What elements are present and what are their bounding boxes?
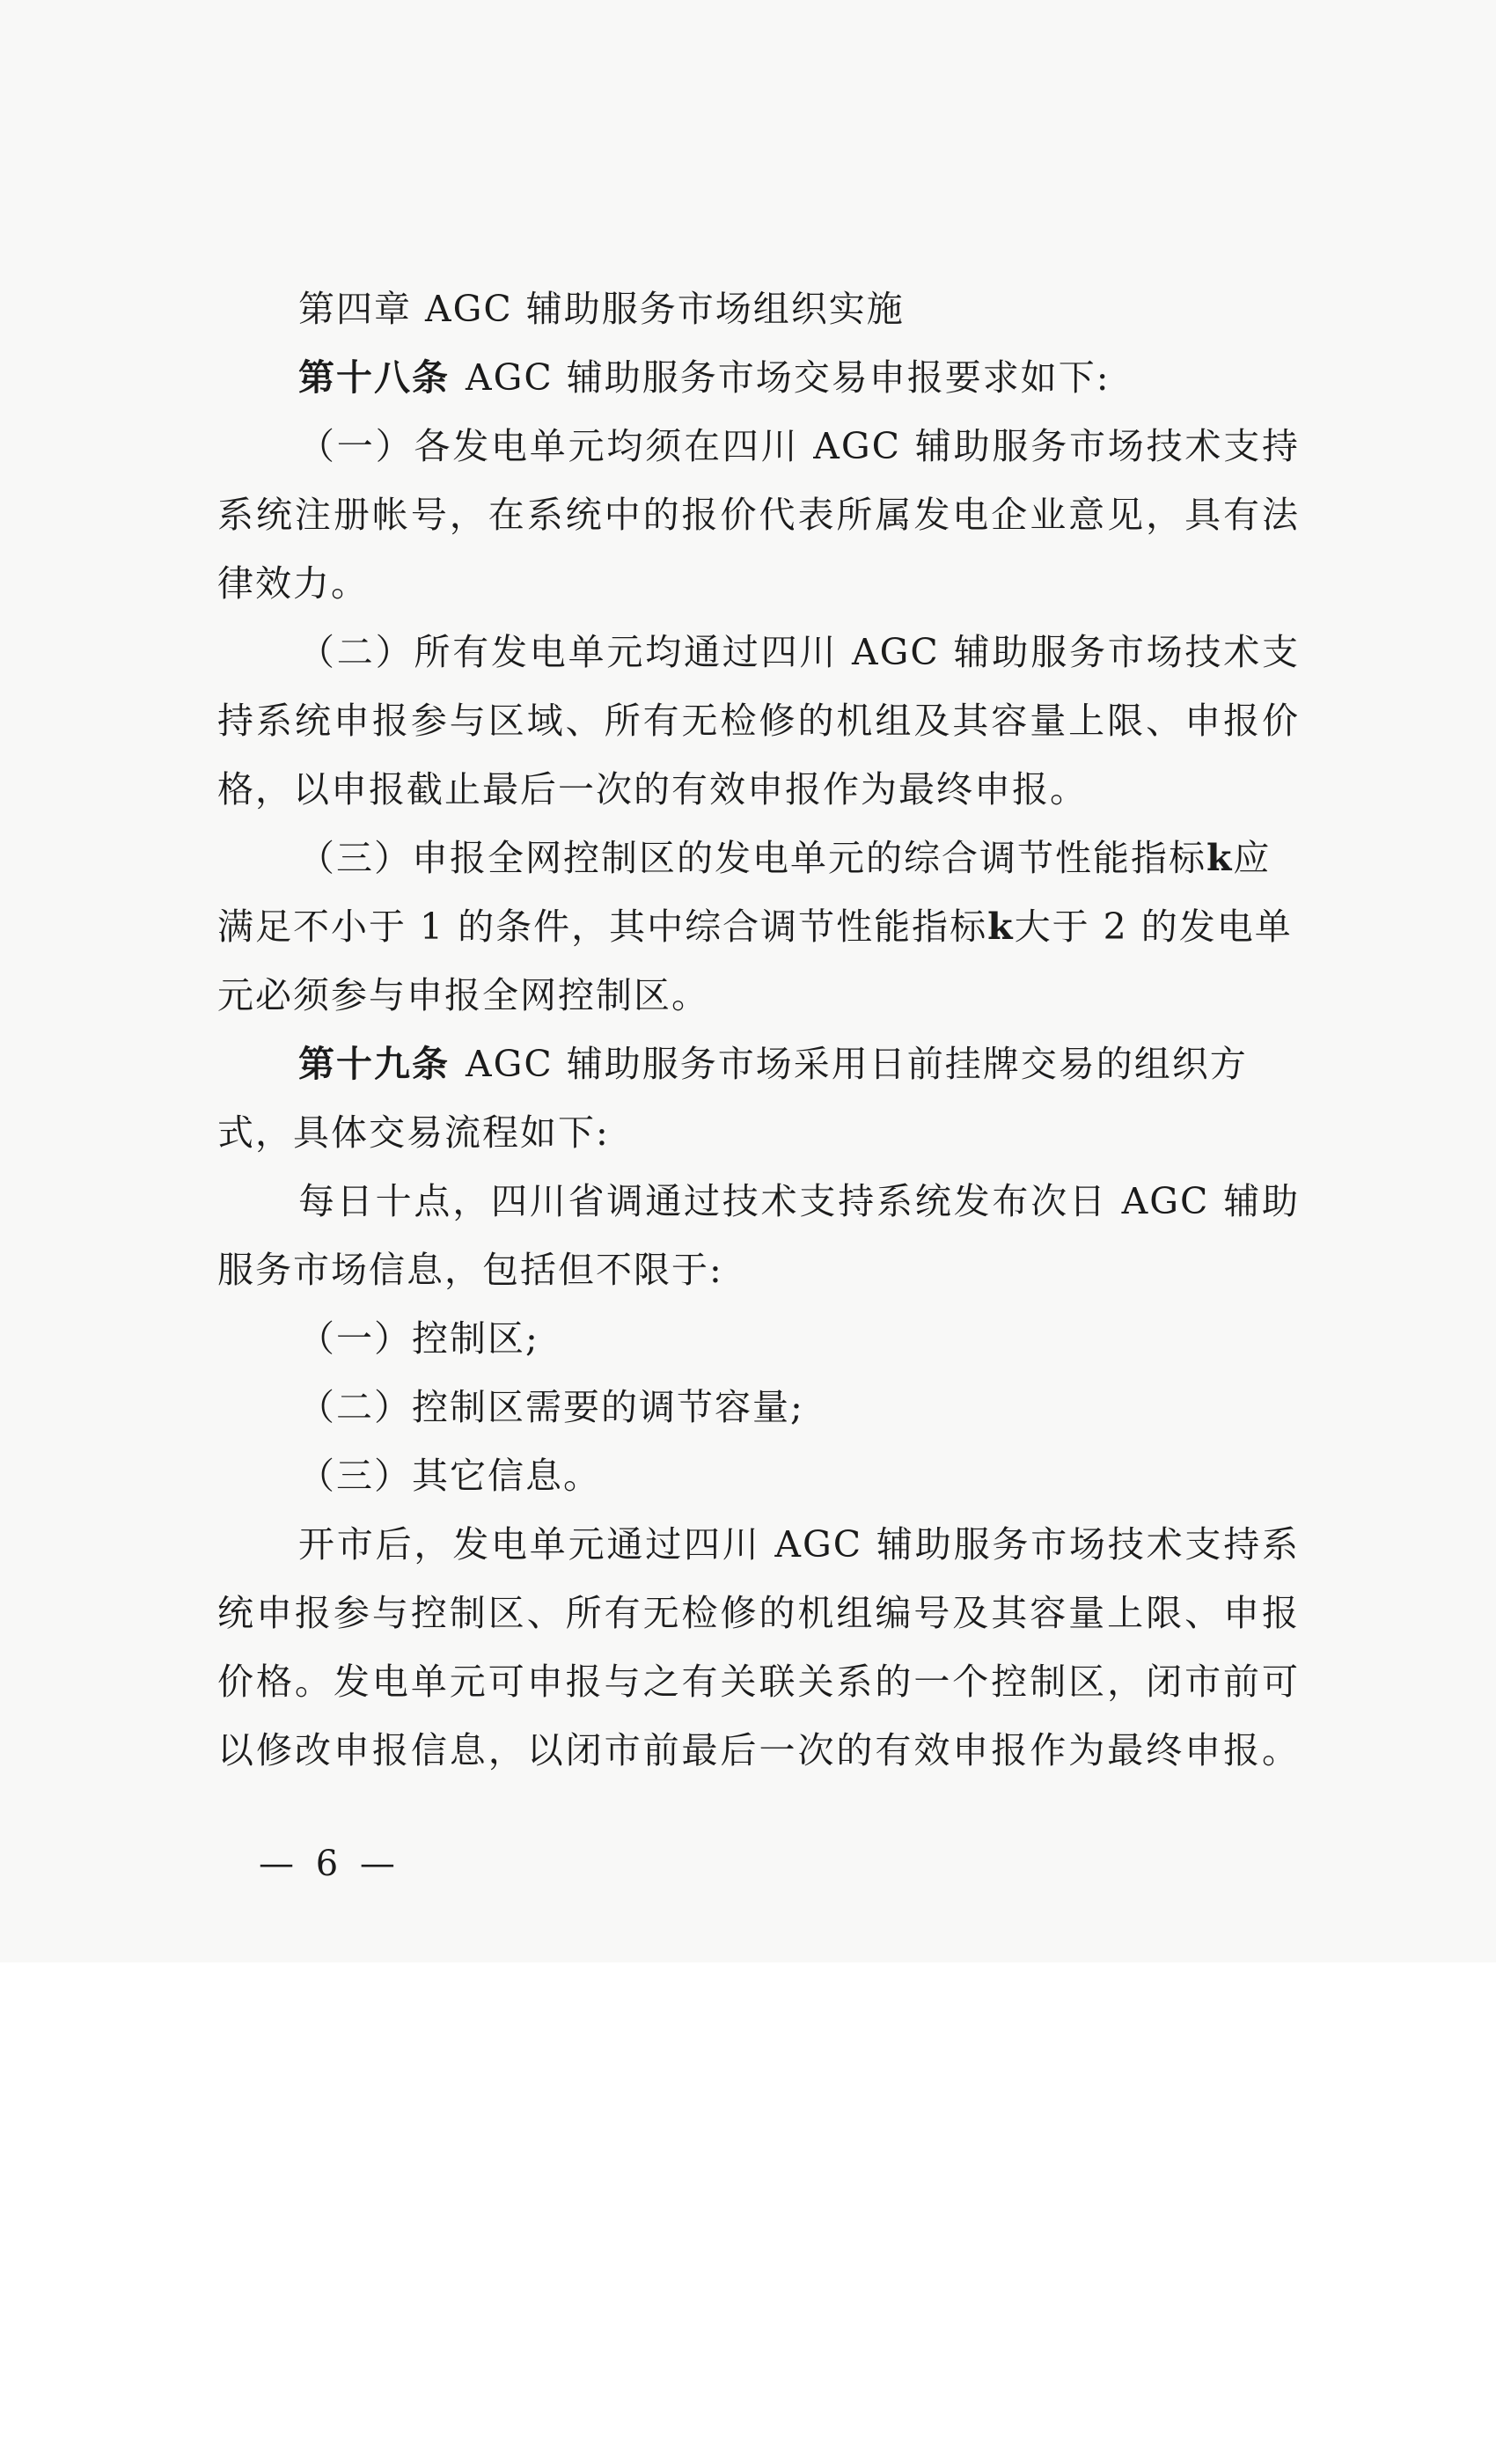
list-item: （二）控制区需要的调节容量; — [298, 1386, 804, 1428]
article-18-item-3-line-1-end: 应 — [1233, 837, 1272, 879]
article-18-intro: AGC 辅助服务市场交易申报要求如下: — [466, 356, 1111, 399]
index-k: k — [987, 906, 1015, 948]
article-18-item-3-line-2-text: 满足不小于 1 的条件，其中综合调节性能指标 — [217, 906, 988, 948]
article-18-item-3-line-2-end: 大于 2 的发电单 — [1014, 906, 1293, 948]
article-19-para-2-line-2: 统申报参与控制区、所有无检修的机组编号及其容量上限、申报 — [217, 1592, 1300, 1634]
article-18-item-2-line-3: 格，以申报截止最后一次的有效申报作为最终申报。 — [217, 768, 1088, 810]
article-19-para-1-line-1: 每日十点，四川省调通过技术支持系统发布次日 AGC 辅助 — [298, 1180, 1300, 1222]
article-18-item-2-line-2: 持系统申报参与区域、所有无检修的机组及其容量上限、申报价 — [217, 700, 1300, 742]
page-number: — 6 — — [259, 1844, 400, 1884]
list-item: （一）控制区; — [298, 1317, 539, 1360]
article-18-item-3-line-1 — [217, 824, 1300, 892]
article-18-item-1-line-3: 律效力。 — [217, 562, 369, 605]
article-18-item-3-line-1-text: （三）申报全网控制区的发电单元的综合调节性能指标 — [298, 837, 1206, 879]
article-18-item-1-line-2: 系统注册帐号，在系统中的报价代表所属发电企业意见，具有法 — [217, 494, 1300, 536]
article-19-para-2-line-4: 以修改申报信息，以闭市前最后一次的有效申报作为最终申报。 — [217, 1729, 1300, 1771]
article-19-line-2: 式，具体交易流程如下: — [217, 1111, 610, 1154]
article-18-heading-line — [217, 343, 1300, 412]
article-19-para-2-line-3: 价格。发电单元可申报与之有关联关系的一个控制区，闭市前可 — [217, 1661, 1300, 1703]
index-k: k — [1206, 837, 1234, 879]
article-19-para-1-line-2: 服务市场信息，包括但不限于: — [217, 1249, 723, 1291]
article-19-para-2-line-1: 开市后，发电单元通过四川 AGC 辅助服务市场技术支持系 — [298, 1523, 1300, 1566]
article-18-item-3-line-3: 元必须参与申报全网控制区。 — [217, 974, 709, 1016]
article-18-item-2-line-1: （二）所有发电单元均通过四川 AGC 辅助服务市场技术支 — [298, 631, 1300, 673]
article-18-item-3-line-2 — [217, 892, 1300, 961]
list-item: （三）其它信息。 — [298, 1455, 601, 1497]
article-19-heading: 第十九条 — [298, 1043, 450, 1085]
chapter-title: 第四章 AGC 辅助服务市场组织实施 — [298, 288, 905, 330]
article-18-item-1-line-1: （一）各发电单元均须在四川 AGC 辅助服务市场技术支持 — [298, 425, 1300, 467]
document-body — [217, 275, 1300, 1785]
article-18-heading: 第十八条 — [298, 356, 450, 399]
article-19-heading-line — [217, 1030, 1300, 1098]
article-19-line-1: AGC 辅助服务市场采用日前挂牌交易的组织方 — [466, 1043, 1248, 1085]
